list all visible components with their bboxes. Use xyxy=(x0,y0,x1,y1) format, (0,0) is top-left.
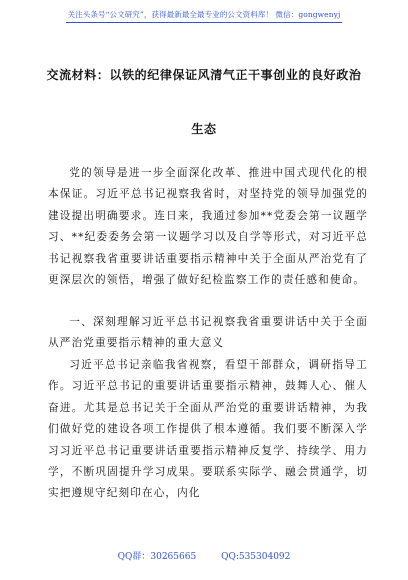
section-heading: 一、深刻理解习近平总书记视察我省重要讲话中关于全面从严治党重要指示精神的重大意义 xyxy=(48,316,368,350)
body-paragraph: 党的领导是进一步全面深化改革、推进中国式现代化的根本保证。习近平总书记视察我省时，对坚持党的领导加强党的建设提出明确要求。连日来，我通过参加**党委会第一议题学习、**纪委委务会第一议题学习以及自学等形式，对习近平总书记视察我省重要讲话重要指示精神中关于全面从严治党有了更深层次的领悟，增强了做好纪检监察工作的责任感和使命。 xyxy=(48,167,368,287)
body-paragraph: 习近平总书记亲临我省视察，看望干部群众，调研指导工作。习近平总书记的重要讲话重要指示精神，鼓舞人心、催人奋进。尤其是总书记关于全面从严治党的重要讲话精神，为我们做好党的建设各项工作提供了根本遵循。我们要不断深入学习习近平总书记重要讲话重要指示精神反复学、持续学、用力学，不断巩固提升学习成果。要联系实际学、融会贯通学，切实把遵规守纪刻印在心，内化 xyxy=(48,359,368,500)
footer xyxy=(0,549,408,562)
footer-qq-group: QQ群：30265665 xyxy=(117,552,197,562)
document-title: 交流材料：以铁的纪律保证风清气正干事创业的良好政治 xyxy=(46,68,362,82)
footer-qq-contact: QQ:535304092 xyxy=(221,552,291,562)
document-title-continued: 生态 xyxy=(191,122,217,136)
top-banner xyxy=(0,2,408,23)
banner-link[interactable]: 关注头条号“公文研究”，获得最新最全最专业的公文资料库！ 微信：gongwenyj xyxy=(66,9,343,23)
